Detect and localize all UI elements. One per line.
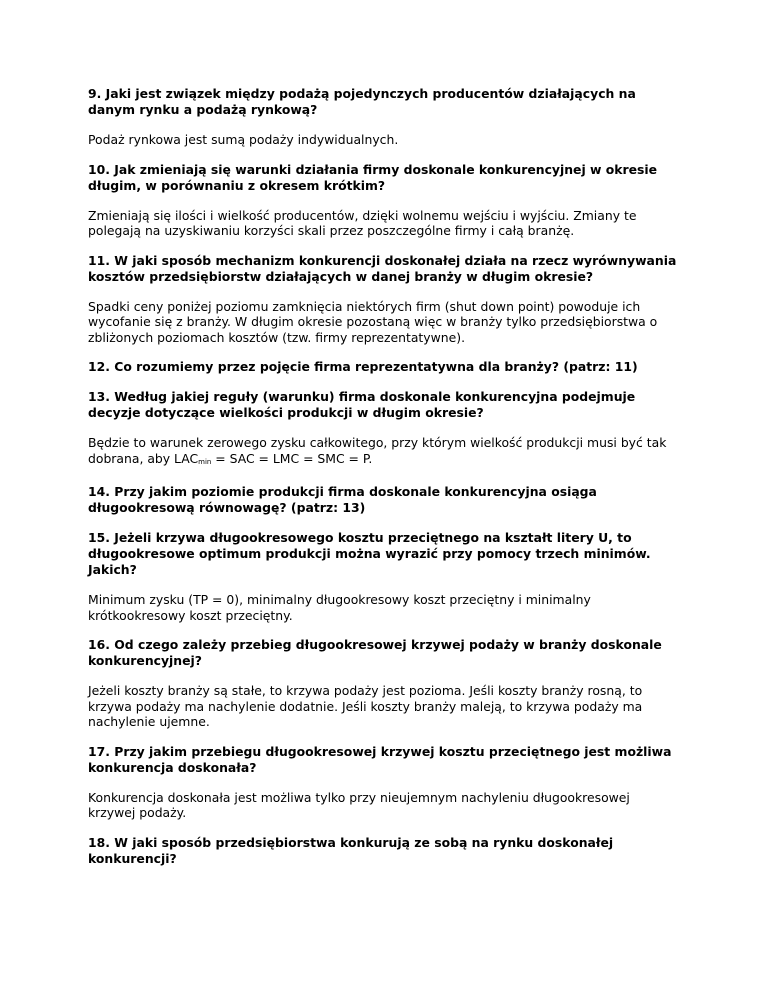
- answer-16: Jeżeli koszty branży są stałe, to krzywa podaży jest pozioma. Jeśli koszty branży rosną, to krzywa podaży ma nachylenie dodatnie. Jeśli koszty branży maleją, to krzywa podaży ma nachylenie ujemne.: [88, 683, 643, 729]
- answer-13: [88, 435, 678, 470]
- answer-15: Minimum zysku (TP = 0), minimalny długookresowy koszt przeciętny i minimalny krótkookresowy koszt przeciętny.: [88, 592, 591, 623]
- question-12: 12. Co rozumiemy przez pojęcie firma reprezentatywna dla branży? (patrz: 11): [88, 359, 638, 374]
- answer-11: Spadki ceny poniżej poziomu zamknięcia niektórych firm (shut down point) powoduje ich wycofanie się z branży. W długim okresie pozostaną więc w branży tylko przedsiębiorstwa o zbliżonych poziomach kosztów (tzw. firmy reprezentatywne).: [88, 298, 658, 345]
- question-9: 9. Jaki jest związek między podażą pojedynczych producentów działających na danym rynku a podażą rynkową?: [88, 86, 636, 117]
- answer-10: Zmieniają się ilości i wielkość producentów, dzięki wolnemu wejściu i wyjściu. Zmiany te polegają na uzyskiwaniu korzyści skali przez poszczególne firmy i całą branżę.: [88, 207, 637, 238]
- question-18: 18. W jaki sposób przedsiębiorstwa konkurują ze sobą na rynku doskonałej konkurencji?: [88, 834, 614, 866]
- answer-13-post: = SAC = LMC = SMC = P.: [211, 450, 373, 466]
- question-15: 15. Jeżeli krzywa długookresowego kosztu przeciętnego na kształt litery U, to długookresowe optimum produkcji można wyrazić przy pomocy trzech minimów. Jakich?: [88, 530, 651, 577]
- question-16: 16. Od czego zależy przebieg długookresowej krzywej podaży w branży doskonale konkurencyjnej?: [88, 637, 662, 668]
- question-17: 17. Przy jakim przebiegu długookresowej krzywej kosztu przeciętnego jest możliwa konkurencja doskonała?: [88, 743, 672, 775]
- question-14: 14. Przy jakim poziomie produkcji firma doskonale konkurencyjna osiąga długookresową równowagę? (patrz: 13): [88, 484, 597, 515]
- question-11: 11. W jaki sposób mechanizm konkurencji doskonałej działa na rzecz wyrównywania kosztów przedsiębiorstw działających w danej branży w długim okresie?: [88, 252, 677, 284]
- answer-9: Podaż rynkowa jest sumą podaży indywidualnych.: [88, 132, 399, 147]
- question-10: 10. Jak zmieniają się warunki działania firmy doskonale konkurencyjnej w okresie długim, w porównaniu z okresem krótkim?: [88, 161, 658, 193]
- answer-13-subscript: min: [198, 457, 212, 466]
- document-page: [88, 86, 678, 867]
- answer-17: Konkurencja doskonała jest możliwa tylko przy nieujemnym nachyleniu długookresowej krzywej podaży.: [88, 789, 630, 820]
- question-13: 13. Według jakiej reguły (warunku) firma doskonale konkurencyjna podejmuje decyzje dotyczące wielkości produkcji w długim okresie?: [88, 389, 636, 420]
- answer-13-pre: Będzie to warunek zerowego zysku całkowitego, przy którym wielkość produkcji musi być tak dobrana, aby LAC: [88, 435, 667, 466]
